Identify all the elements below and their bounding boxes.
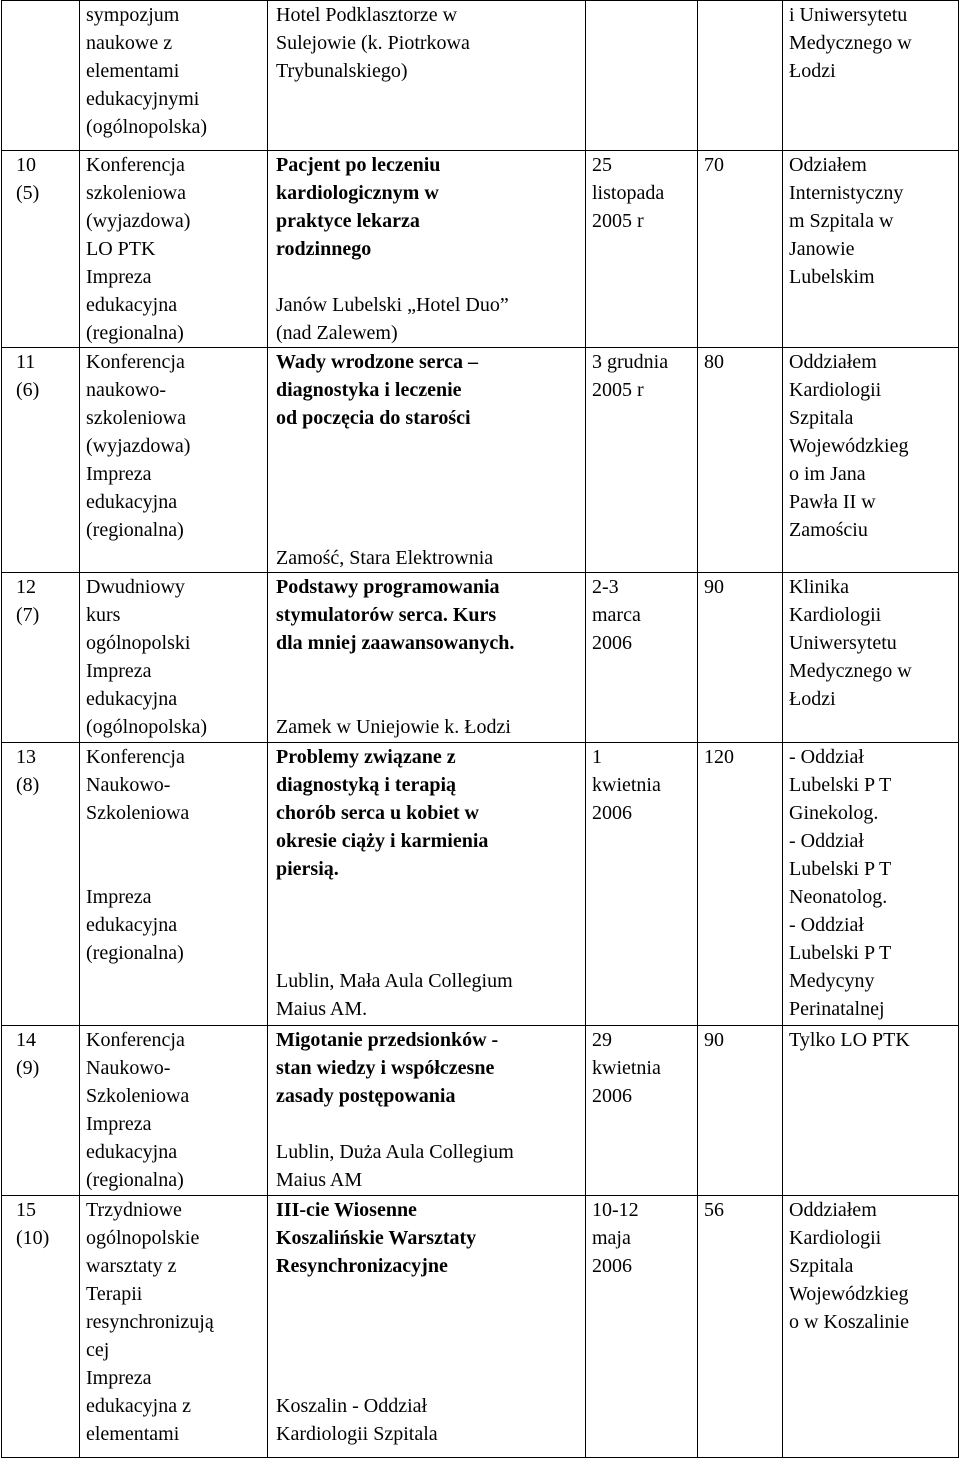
event-type-line: Impreza [86, 463, 152, 485]
row-number-cell [2, 743, 80, 1026]
organizer-line: Medycyny [789, 970, 875, 992]
organizer-line: Pawła II w [789, 491, 876, 513]
event-type-line: Impreza [86, 886, 152, 908]
spacer [276, 883, 579, 911]
event-title-line: piersią. [276, 858, 339, 880]
event-place-line: Maius AM [276, 1169, 363, 1191]
row-number-line: 12 [16, 576, 36, 598]
event-date-line: 3 grudnia [592, 351, 669, 373]
organizer-line: o im Jana [789, 463, 866, 485]
event-type-cell [80, 151, 268, 348]
event-place [276, 967, 579, 1023]
organizer-line: Medycznego w [789, 32, 912, 54]
participants-cell [698, 1026, 783, 1196]
spacer [276, 1280, 579, 1308]
spacer [276, 1110, 579, 1138]
organizer-line: - Oddział [789, 830, 864, 852]
event-type-line: Konferencja [86, 154, 185, 176]
row-number-cell [2, 348, 80, 573]
organizer-line: o w Koszalinie [789, 1311, 909, 1333]
event-title-cell [268, 743, 586, 1026]
row-number-line: 14 [16, 1029, 36, 1051]
event-type-line: elementami [86, 60, 180, 82]
organizer-line: Neonatolog. [789, 886, 888, 908]
event-type-line: (ogólnopolska) [86, 116, 208, 138]
event-type-line: edukacyjnymi [86, 88, 200, 110]
organizer-line: Wojewódzkieg [789, 435, 909, 457]
event-date-line: maja [592, 1227, 631, 1249]
organizer-line: Szpitala [789, 407, 854, 429]
row-number-cell [2, 151, 80, 348]
event-type-line: szkoleniowa [86, 407, 186, 429]
spacer [276, 516, 579, 544]
organizer-line: Wojewódzkieg [789, 1283, 909, 1305]
participants-count: 80 [704, 351, 724, 373]
row-number-line: 15 [16, 1199, 36, 1221]
event-date-line: kwietnia [592, 1057, 661, 1079]
event-place-line: Hotel Podklasztorze w [276, 4, 458, 26]
event-type-cell [80, 743, 268, 1026]
event-date-line: 2006 [592, 802, 632, 824]
event-place [276, 1138, 579, 1194]
row-number-line: (10) [16, 1227, 50, 1249]
table-row [2, 743, 959, 1026]
event-place-line: Koszalin - Oddział [276, 1395, 428, 1417]
event-place [276, 544, 579, 572]
event-title-line: diagnostyką i terapią [276, 774, 457, 796]
event-title-line: Koszalińskie Warsztaty [276, 1227, 477, 1249]
event-place [276, 713, 579, 741]
row-number-line: 10 [16, 154, 36, 176]
event-date-line: 25 [592, 154, 612, 176]
event-title-line: stymulatorów serca. Kurs [276, 604, 497, 626]
event-date-line: 10-12 [592, 1199, 639, 1221]
event-title-line: Pacjent po leczeniu [276, 154, 441, 176]
spacer [276, 939, 579, 967]
organizer-cell [783, 151, 959, 348]
organizer-line: Tylko LO PTK [789, 1029, 910, 1051]
event-type-cell [80, 348, 268, 573]
event-place-line: Lublin, Duża Aula Collegium [276, 1141, 514, 1163]
spacer [276, 263, 579, 291]
row-number-line: (5) [16, 182, 40, 204]
event-title-line: stan wiedzy i współczesne [276, 1057, 495, 1079]
event-title [276, 151, 579, 263]
organizer-line: Lubelski P T [789, 858, 892, 880]
event-type-line: szkoleniowa [86, 182, 186, 204]
organizer-cell [783, 743, 959, 1026]
event-type-line: Konferencja [86, 351, 185, 373]
event-place-line: Sulejowie (k. Piotrkowa [276, 32, 470, 54]
event-type-line: Szkoleniowa [86, 1085, 190, 1107]
spacer [276, 1364, 579, 1392]
event-type-line: (wyjazdowa) [86, 435, 191, 457]
organizer-line: Perinatalnej [789, 998, 885, 1020]
row-number-line: 13 [16, 746, 36, 768]
event-type-line: (ogólnopolska) [86, 716, 208, 738]
event-type-line: Konferencja [86, 1029, 185, 1051]
organizer-line: Lubelski P T [789, 774, 892, 796]
organizer-cell [783, 1196, 959, 1458]
event-date-cell [586, 151, 698, 348]
event-title-line: kardiologicznym w [276, 182, 439, 204]
event-title-line: III-cie Wiosenne [276, 1199, 417, 1221]
event-type-line [86, 855, 261, 883]
organizer-line: Kardiologii [789, 379, 882, 401]
participants-cell [698, 151, 783, 348]
event-place-line: (nad Zalewem) [276, 322, 398, 344]
participants-count: 90 [704, 576, 724, 598]
row-number-line: (9) [16, 1057, 40, 1079]
event-title-line: diagnostyka i leczenie [276, 379, 462, 401]
event-title-cell [268, 1026, 586, 1196]
spacer [276, 460, 579, 488]
table-row [2, 151, 959, 348]
event-type-line: LO PTK [86, 238, 156, 260]
event-date-line: 2006 [592, 632, 632, 654]
event-title-line: okresie ciąży i karmienia [276, 830, 489, 852]
event-type-line: Naukowo- [86, 1057, 171, 1079]
event-title-line: zasady postępowania [276, 1085, 456, 1107]
event-type-line: Impreza [86, 1367, 152, 1389]
events-table [1, 0, 959, 1458]
event-type-line: Impreza [86, 266, 152, 288]
event-date-line: listopada [592, 182, 665, 204]
participants-cell [698, 743, 783, 1026]
event-date-line: 2005 r [592, 210, 644, 232]
event-type-line: ogólnopolski [86, 632, 191, 654]
spacer [276, 1336, 579, 1364]
spacer [276, 657, 579, 685]
event-place-line: Maius AM. [276, 998, 368, 1020]
organizer-line: Łodzi [789, 60, 836, 82]
event-place-line: Zamość, Stara Elektrownia [276, 547, 494, 569]
event-title [276, 743, 579, 883]
event-date-cell [586, 348, 698, 573]
event-date-line: 2-3 [592, 576, 619, 598]
organizer-cell [783, 1026, 959, 1196]
organizer-line: Kardiologii [789, 604, 882, 626]
event-title-cell [268, 573, 586, 743]
organizer-line: Lubelski P T [789, 942, 892, 964]
event-date-line: marca [592, 604, 641, 626]
event-place [276, 1, 579, 85]
participants-cell [698, 348, 783, 573]
event-title-line: rodzinnego [276, 238, 372, 260]
event-title-line: chorób serca u kobiet w [276, 802, 479, 824]
organizer-line: Ginekolog. [789, 802, 879, 824]
event-date-line: 2005 r [592, 379, 644, 401]
row-number-line: (6) [16, 379, 40, 401]
organizer-line: Odziałem [789, 154, 867, 176]
event-type-line: Dwudniowy [86, 576, 185, 598]
event-type-line: Terapii [86, 1283, 143, 1305]
event-type-cell [80, 1196, 268, 1458]
row-number-cell [2, 1196, 80, 1458]
event-title-line: Wady wrodzone serca – [276, 351, 479, 373]
organizer-cell [783, 1, 959, 151]
event-title-line: praktyce lekarza [276, 210, 420, 232]
table-row [2, 1, 959, 151]
organizer-line: Kardiologii [789, 1227, 882, 1249]
event-type-line: naukowo- [86, 379, 166, 401]
organizer-line: Oddziałem [789, 351, 877, 373]
table-row [2, 1026, 959, 1196]
event-title-cell [268, 348, 586, 573]
event-title-line: Podstawy programowania [276, 576, 500, 598]
participants-count: 56 [704, 1199, 724, 1221]
event-title-cell [268, 1, 586, 151]
organizer-line: - Oddział [789, 914, 864, 936]
organizer-line: Łodzi [789, 688, 836, 710]
spacer [276, 488, 579, 516]
event-title [276, 348, 579, 432]
event-type-line: (regionalna) [86, 519, 184, 541]
spacer [276, 1308, 579, 1336]
organizer-line: Szpitala [789, 1255, 854, 1277]
event-place-line: Kardiologii Szpitala [276, 1423, 438, 1445]
event-type-line: (regionalna) [86, 322, 184, 344]
participants-count: 90 [704, 1029, 724, 1051]
event-title [276, 1196, 579, 1280]
event-type-line: (wyjazdowa) [86, 210, 191, 232]
event-date-cell [586, 743, 698, 1026]
event-type-line: Konferencja [86, 746, 185, 768]
table-row [2, 348, 959, 573]
event-place-line: Janów Lubelski „Hotel Duo” [276, 294, 509, 316]
event-date-line: 29 [592, 1029, 612, 1051]
organizer-cell [783, 348, 959, 573]
event-type-line [86, 827, 261, 855]
table-row [2, 573, 959, 743]
organizer-cell [783, 573, 959, 743]
event-type-line: edukacyjna [86, 294, 178, 316]
participants-cell [698, 1, 783, 151]
event-date-cell [586, 1, 698, 151]
event-date-line: 1 [592, 746, 602, 768]
event-title [276, 1026, 579, 1110]
organizer-line: - Oddział [789, 746, 864, 768]
event-date-line: 2006 [592, 1085, 632, 1107]
event-title-line: Problemy związane z [276, 746, 456, 768]
event-type-line: kurs [86, 604, 121, 626]
table-row [2, 1196, 959, 1458]
organizer-line: Lubelskim [789, 266, 875, 288]
events-table-body [2, 1, 959, 1458]
participants-count: 70 [704, 154, 724, 176]
event-title-line: od poczęcia do starości [276, 407, 471, 429]
row-number-line: (7) [16, 604, 40, 626]
event-place [276, 1392, 579, 1448]
event-place-line: Zamek w Uniejowie k. Łodzi [276, 716, 511, 738]
event-title-line: Migotanie przedsionków - [276, 1029, 499, 1051]
row-number-line: (8) [16, 774, 40, 796]
event-place-line: Lublin, Mała Aula Collegium [276, 970, 513, 992]
event-date-cell [586, 573, 698, 743]
event-date-cell [586, 1196, 698, 1458]
event-title-cell [268, 1196, 586, 1458]
organizer-line: m Szpitala w [789, 210, 894, 232]
participants-count [704, 1, 776, 29]
event-type-line: sympozjum [86, 4, 180, 26]
event-type-line: Impreza [86, 1113, 152, 1135]
event-type-cell [80, 573, 268, 743]
event-type-line: Trzydniowe [86, 1199, 182, 1221]
event-date-cell [586, 1026, 698, 1196]
organizer-line: Oddziałem [789, 1199, 877, 1221]
event-title [276, 573, 579, 657]
event-type-line: warsztaty z [86, 1255, 177, 1277]
participants-cell [698, 1196, 783, 1458]
event-type-line: Szkoleniowa [86, 802, 190, 824]
event-type-line: (regionalna) [86, 1169, 184, 1191]
event-title-cell [268, 151, 586, 348]
event-type-line: cej [86, 1339, 110, 1361]
organizer-line: Uniwersytetu [789, 632, 897, 654]
event-type-cell [80, 1026, 268, 1196]
event-type-line: ogólnopolskie [86, 1227, 200, 1249]
organizer-line: Janowie [789, 238, 855, 260]
row-number-cell [2, 1, 80, 151]
spacer [276, 432, 579, 460]
event-type-cell [80, 1, 268, 151]
event-type-line: elementami [86, 1423, 180, 1445]
event-type-line: naukowe z [86, 32, 173, 54]
event-place-line: Trybunalskiego) [276, 60, 408, 82]
event-type-line: Naukowo- [86, 774, 171, 796]
organizer-line: i Uniwersytetu [789, 4, 908, 26]
organizer-line: Zamościu [789, 519, 868, 541]
event-type-line: edukacyjna [86, 1141, 178, 1163]
participants-count: 120 [704, 746, 734, 768]
row-number-cell [2, 573, 80, 743]
event-type-line: edukacyjna [86, 914, 178, 936]
row-number-cell [2, 1026, 80, 1196]
event-date-line: kwietnia [592, 774, 661, 796]
event-title-line: Resynchronizacyjne [276, 1255, 448, 1277]
event-type-line: edukacyjna [86, 491, 178, 513]
spacer [276, 911, 579, 939]
event-title-line: dla mniej zaawansowanych. [276, 632, 515, 654]
row-number-line: 11 [16, 351, 36, 373]
organizer-line: Medycznego w [789, 660, 912, 682]
event-type-line: Impreza [86, 660, 152, 682]
participants-cell [698, 573, 783, 743]
event-type-line: edukacyjna [86, 688, 178, 710]
organizer-line: Klinika [789, 576, 849, 598]
event-type-line: edukacyjna z [86, 1395, 191, 1417]
organizer-line: Internistyczny [789, 182, 904, 204]
event-type-line: (regionalna) [86, 942, 184, 964]
event-type-line: resynchronizują [86, 1311, 214, 1333]
event-date-line: 2006 [592, 1255, 632, 1277]
event-place [276, 291, 579, 347]
spacer [276, 685, 579, 713]
